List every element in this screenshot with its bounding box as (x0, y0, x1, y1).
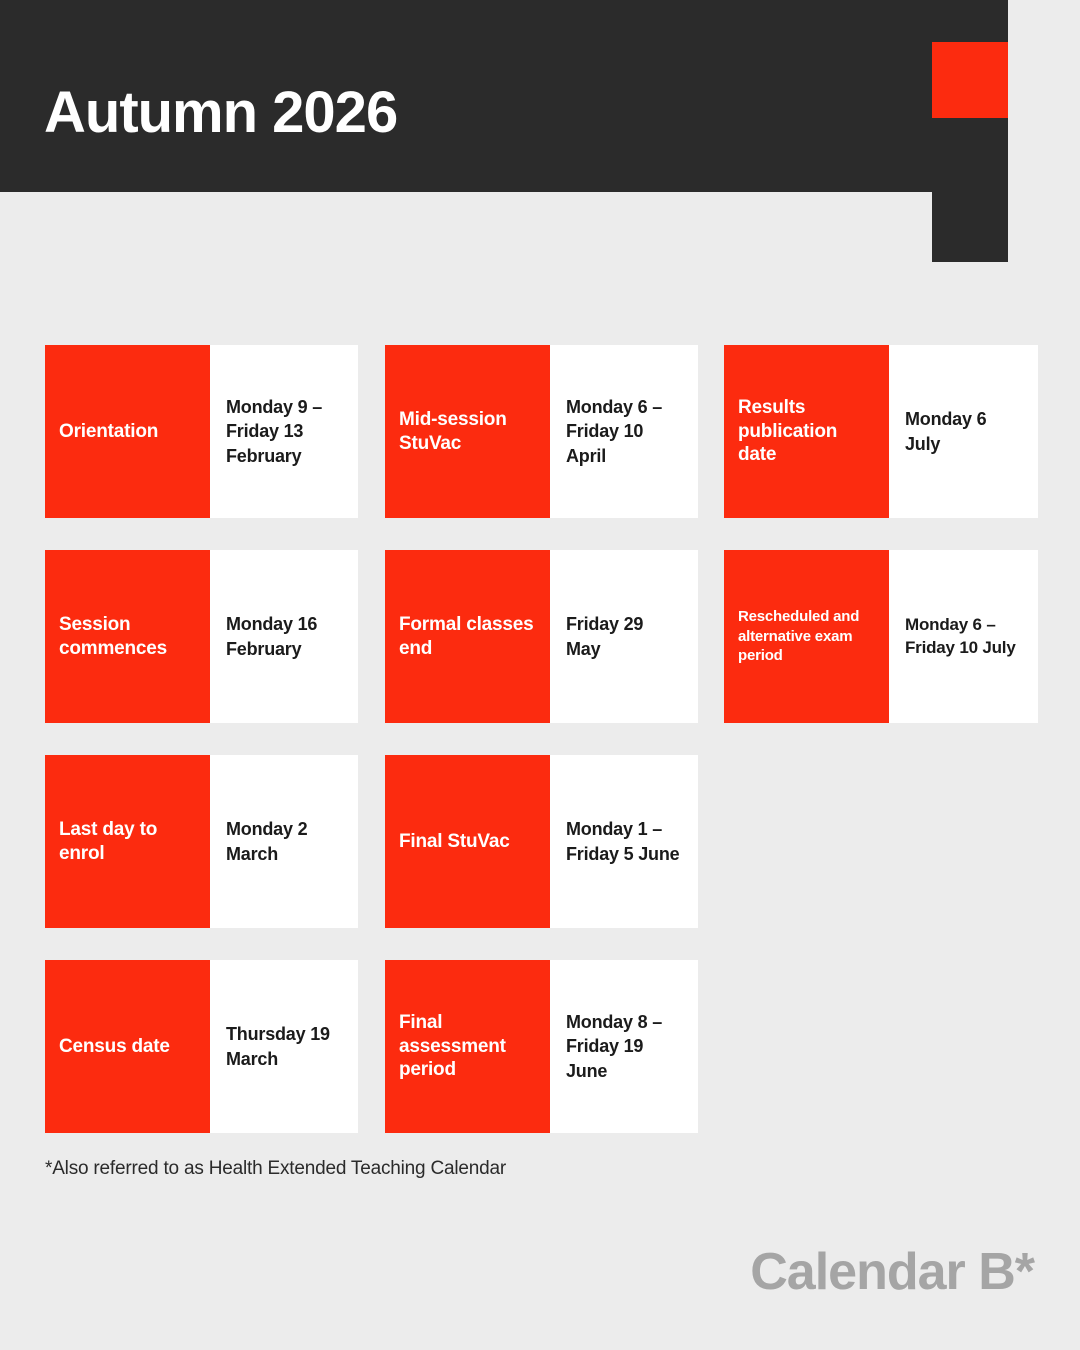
date-card (45, 960, 358, 1133)
date-card (45, 550, 358, 723)
column-1 (45, 345, 358, 1165)
card-label: Rescheduled and alternative exam period (724, 550, 889, 723)
header-bar (0, 0, 932, 192)
card-label: Session commences (45, 550, 210, 723)
date-card (385, 960, 698, 1133)
card-label: Census date (45, 960, 210, 1133)
card-date: Monday 8 – Friday 19 June (566, 1012, 663, 1081)
date-card (45, 345, 358, 518)
card-date: Thursday 19 March (226, 1024, 330, 1069)
footnote: *Also referred to as Health Extended Teaching Calendar (45, 1158, 506, 1179)
card-date: Monday 6 – Friday 10 April (566, 397, 663, 466)
card-date: Monday 2 March (226, 819, 308, 864)
card-date: Friday 29 May (566, 614, 644, 659)
date-card (724, 550, 1038, 723)
column-3 (724, 345, 1037, 755)
card-date: Monday 6 – Friday 10 July (905, 614, 1016, 657)
card-date: Monday 6 July (905, 409, 987, 454)
column-2 (385, 345, 698, 1165)
calendar-tag: Calendar B* (750, 1243, 1034, 1301)
card-label: Mid-session StuVac (385, 345, 550, 518)
card-label: Formal classes end (385, 550, 550, 723)
date-card (724, 345, 1038, 518)
card-date: Monday 9 – Friday 13 February (226, 397, 323, 466)
date-card (385, 755, 698, 928)
card-date: Monday 16 February (226, 614, 318, 659)
page-title: Autumn 2026 (44, 80, 398, 145)
card-label: Final assessment period (385, 960, 550, 1133)
card-label: Last day to enrol (45, 755, 210, 928)
card-label: Final StuVac (385, 755, 550, 928)
date-card (385, 345, 698, 518)
date-card (45, 755, 358, 928)
card-label: Results publication date (724, 345, 889, 518)
card-label: Orientation (45, 345, 210, 518)
header-accent-square (932, 42, 1008, 118)
card-date: Monday 1 – Friday 5 June (566, 819, 680, 864)
date-card (385, 550, 698, 723)
header-accent-tab (932, 0, 1008, 262)
